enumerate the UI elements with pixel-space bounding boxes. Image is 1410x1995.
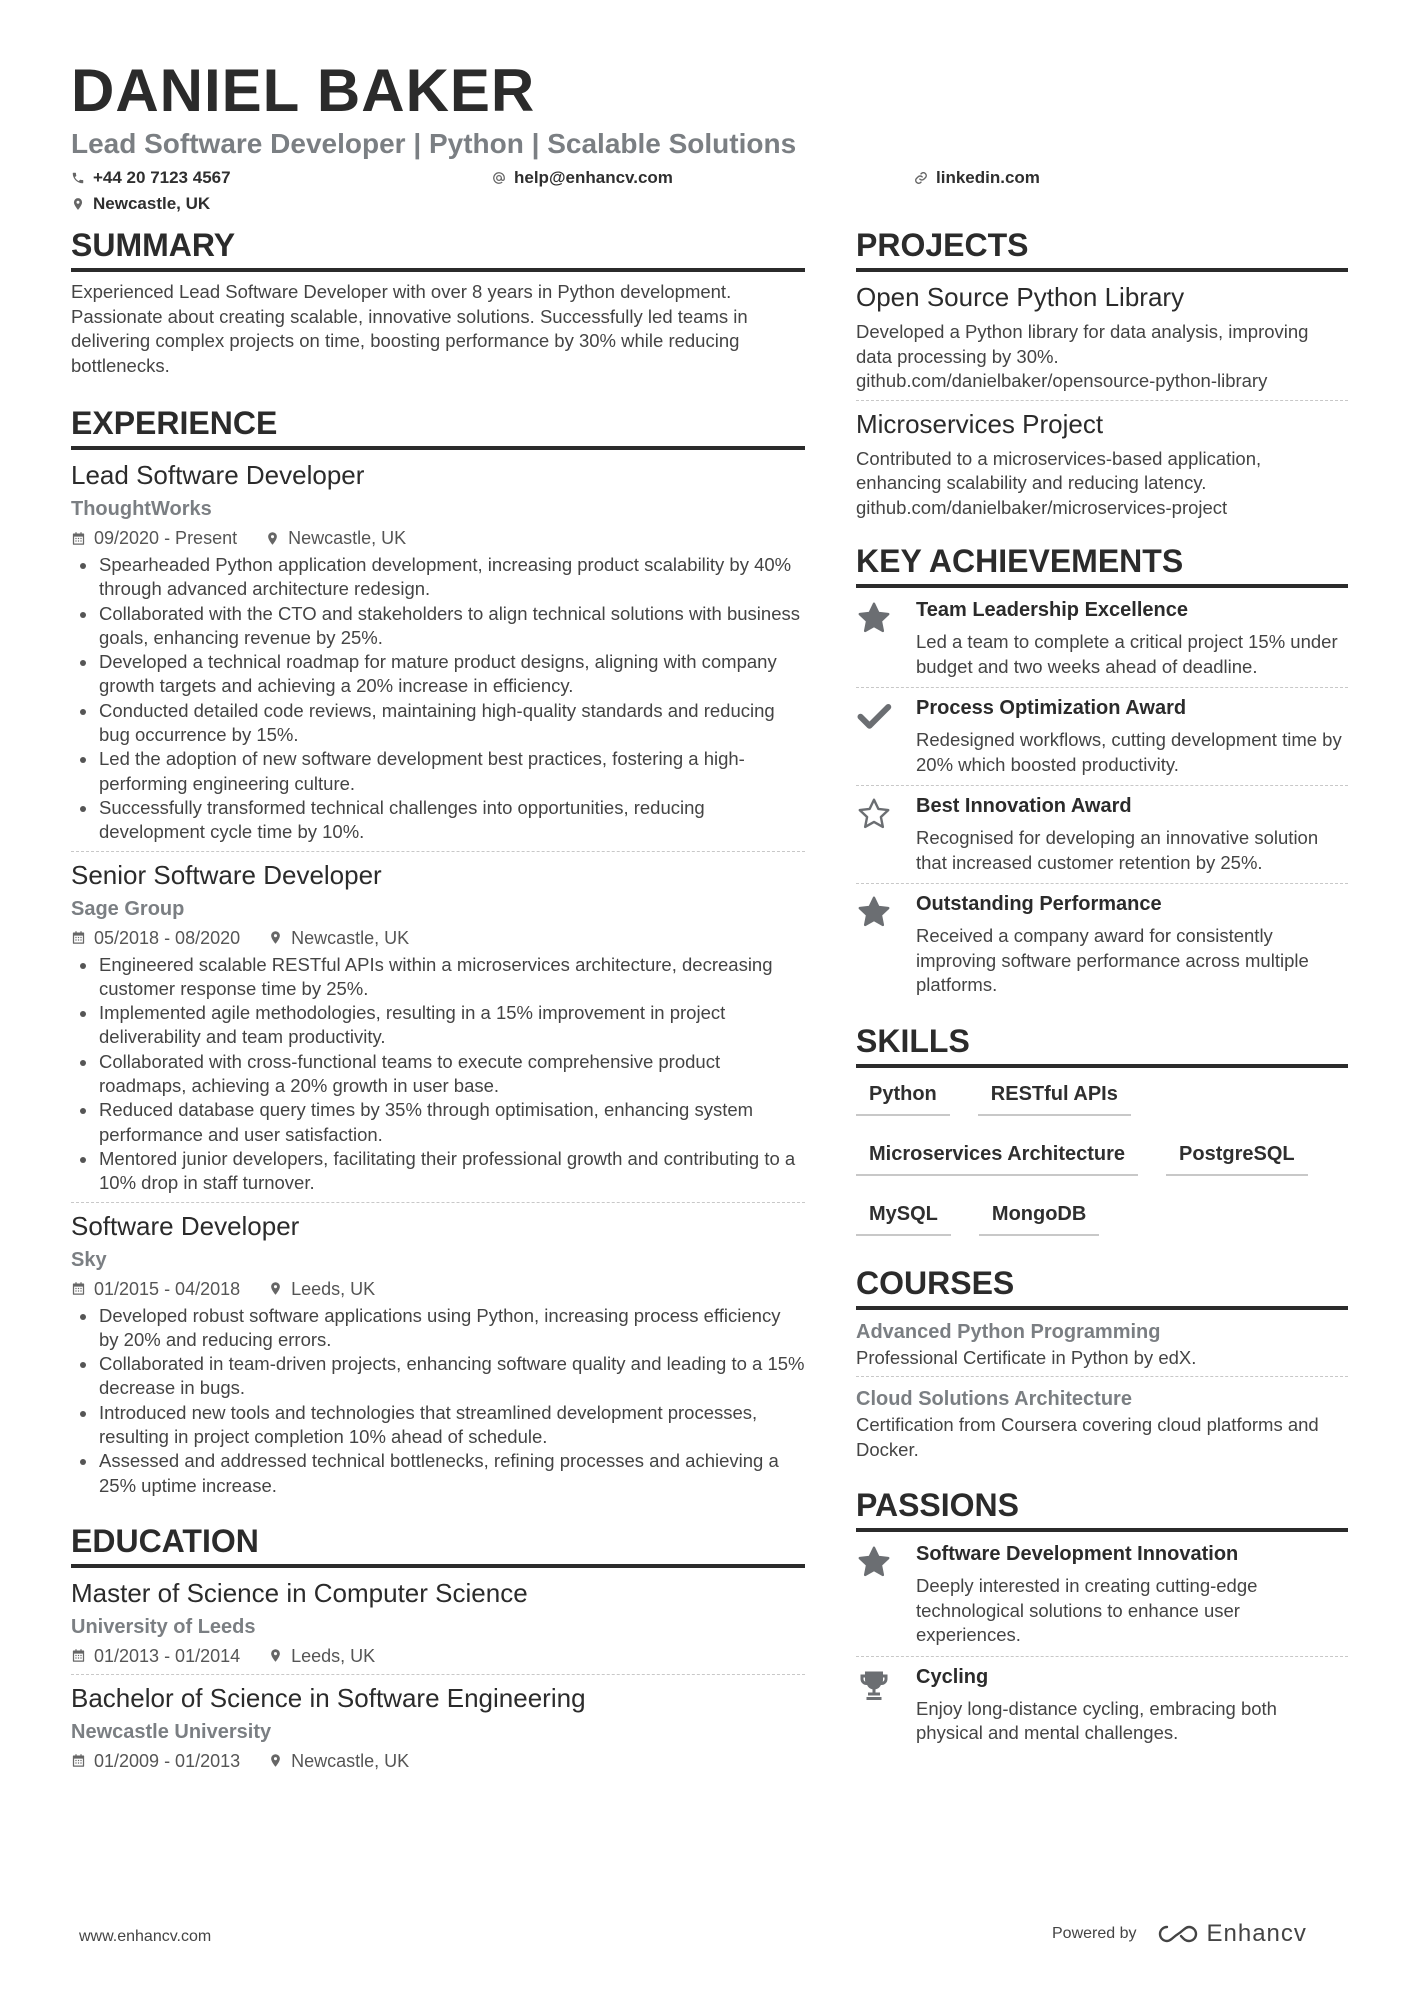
project-link[interactable]: github.com/danielbaker/opensource-python-library — [856, 370, 1268, 391]
calendar-icon — [71, 1281, 86, 1296]
enhancv-logo[interactable] — [1155, 1920, 1307, 1948]
at-icon — [492, 171, 506, 185]
job-meta — [71, 926, 805, 950]
course-description: Professional Certificate in Python by edX. — [856, 1346, 1197, 1368]
education-entry — [71, 1576, 805, 1675]
job-bullet: Collaborated in team-driven projects, enhancing software quality and leading to a 15% decrease in bugs. — [71, 1352, 805, 1401]
achievement-title: Process Optimization Award — [916, 697, 1187, 719]
achievement-description: Redesigned workflows, cutting development time by 20% which boosted productivity. — [916, 729, 1342, 775]
linkedin-text[interactable]: linkedin.com — [936, 168, 1040, 187]
courses-heading: COURSES — [856, 1264, 1348, 1310]
courses-section — [856, 1264, 1348, 1463]
skill-tag: MongoDB — [979, 1200, 1099, 1236]
brand-name: Enhancv — [1206, 1920, 1307, 1947]
achievements-heading: KEY ACHIEVEMENTS — [856, 542, 1348, 588]
summary-text: Experienced Lead Software Developer with over 8 years in Python development. Passionate about creating scalable, innovative solutions. Successfully led teams in delivering complex projects on time, boosting performance by 30% while reducing bottlenecks. — [71, 281, 748, 376]
school-name: University of Leeds — [71, 1615, 256, 1638]
project-title: Microservices Project — [856, 408, 1104, 439]
skills-section — [856, 1022, 1348, 1236]
course-description: Certification from Coursera covering cloud platforms and Docker. — [856, 1414, 1319, 1460]
achievements-section — [856, 542, 1348, 998]
summary-heading: SUMMARY — [71, 226, 805, 272]
skills-list — [856, 1080, 1348, 1236]
calendar-icon — [71, 1648, 86, 1663]
location-pin-icon — [268, 1648, 283, 1663]
star-half-icon — [856, 1544, 892, 1580]
passion-description: Deeply interested in creating cutting-edge technological solutions to enhance user experiences. — [916, 1575, 1258, 1645]
passion-description: Enjoy long-distance cycling, embracing both physical and mental challenges. — [916, 1697, 1277, 1743]
job-bullet: Collaborated with cross-functional teams to execute comprehensive product roadmaps, achieving a 20% growth in user base. — [71, 1050, 805, 1099]
job-dates: 01/2015 - 04/2018 — [94, 1278, 241, 1299]
job-bullet: Assessed and addressed technical bottlenecks, refining processes and achieving a 25% uptime increase. — [71, 1449, 805, 1498]
experience-section — [71, 404, 805, 1498]
job-dates: 05/2018 - 08/2020 — [94, 927, 241, 948]
location-pin-icon — [268, 1753, 283, 1768]
job-bullet: Introduced new tools and technologies that streamlined development processes, resulting in project completion 10% ahead of schedule. — [71, 1401, 805, 1450]
job-title: Senior Software Developer — [71, 859, 382, 890]
project-link[interactable]: github.com/danielbaker/microservices-project — [856, 496, 1228, 518]
skill-tag: RESTful APIs — [978, 1080, 1131, 1116]
job-location: Newcastle, UK — [291, 927, 410, 948]
location-pin-icon — [268, 930, 283, 945]
achievement-item — [856, 890, 1348, 998]
star-half-icon — [856, 894, 892, 930]
project-title: Open Source Python Library — [856, 282, 1185, 312]
job-meta — [71, 1277, 805, 1301]
passions-heading: PASSIONS — [856, 1486, 1348, 1532]
education-heading: EDUCATION — [71, 1522, 805, 1568]
summary-section — [71, 226, 805, 378]
education-entry — [71, 1681, 805, 1773]
achievement-item — [856, 792, 1348, 884]
contact-info — [71, 166, 1348, 222]
degree-title: Master of Science in Computer Science — [71, 1577, 528, 1608]
contact-location — [71, 192, 210, 216]
passion-title: Software Development Innovation — [916, 1543, 1239, 1565]
email-text: help@enhancv.com — [514, 168, 673, 187]
contact-linkedin[interactable] — [914, 166, 1040, 190]
achievement-description: Received a company award for consistently improving software performance across multiple platforms. — [916, 925, 1309, 995]
right-column — [856, 226, 1348, 1746]
education-dates: 01/2013 - 01/2014 — [94, 1645, 241, 1666]
calendar-icon — [71, 531, 86, 546]
left-column — [71, 226, 805, 1773]
passion-item — [856, 1663, 1348, 1746]
location-text: Newcastle, UK — [93, 194, 211, 213]
job-bullet: Engineered scalable RESTful APIs within a microservices architecture, decreasing customer response time by 25%. — [71, 953, 805, 1002]
skills-heading: SKILLS — [856, 1022, 1348, 1068]
project-entry — [856, 407, 1348, 521]
projects-section — [856, 226, 1348, 520]
project-description: Contributed to a microservices-based application, enhancing scalability and reducing latency. — [856, 447, 1262, 493]
passions-section — [856, 1486, 1348, 1746]
skill-tag: MySQL — [856, 1200, 951, 1236]
location-pin-icon — [268, 1281, 283, 1296]
job-bullet: Spearheaded Python application development, increasing product scalability by 40% through advanced architecture redesign. — [71, 553, 805, 602]
company-name: Sage Group — [71, 897, 185, 920]
location-pin-icon — [71, 197, 85, 211]
company-name: ThoughtWorks — [71, 498, 212, 520]
calendar-icon — [71, 930, 86, 945]
school-name: Newcastle University — [71, 1720, 272, 1743]
job-dates: 09/2020 - Present — [94, 528, 238, 548]
company-name: Sky — [71, 1248, 107, 1271]
education-dates: 01/2009 - 01/2013 — [94, 1750, 241, 1771]
contact-email[interactable] — [492, 166, 673, 190]
candidate-name: DANIEL BAKER — [71, 57, 536, 124]
achievement-title: Team Leadership Excellence — [916, 599, 1188, 621]
course-title: Advanced Python Programming — [856, 1320, 1161, 1343]
course-entry — [856, 1385, 1348, 1462]
location-pin-icon — [265, 531, 280, 546]
project-entry — [856, 280, 1348, 401]
experience-entry — [71, 858, 805, 1203]
education-meta — [71, 1749, 805, 1773]
skill-tag: Python — [856, 1080, 950, 1116]
course-entry — [856, 1318, 1348, 1378]
candidate-title: Lead Software Developer | Python | Scalable Solutions — [71, 128, 797, 159]
footer-branding — [1052, 1920, 1307, 1948]
achievement-description: Recognised for developing an innovative solution that increased customer retention by 25%. — [916, 827, 1319, 873]
job-bullets — [71, 1304, 805, 1498]
job-location: Leeds, UK — [291, 1278, 376, 1299]
skill-tag: PostgreSQL — [1166, 1140, 1308, 1176]
job-bullet: Led the adoption of new software development best practices, fostering a high-performing engineering culture. — [71, 747, 805, 796]
job-bullet: Collaborated with the CTO and stakeholders to align technical solutions with business goals, enhancing revenue by 25%. — [71, 602, 805, 651]
course-title: Cloud Solutions Architecture — [856, 1388, 1132, 1410]
job-location: Newcastle, UK — [288, 528, 407, 548]
achievement-item — [856, 694, 1348, 786]
job-bullet: Implemented agile methodologies, resulting in a 15% improvement in project deliverability and team productivity. — [71, 1001, 805, 1050]
link-icon — [914, 171, 928, 185]
degree-title: Bachelor of Science in Software Engineering — [71, 1682, 586, 1713]
experience-heading: EXPERIENCE — [71, 404, 805, 450]
phone-icon — [71, 171, 85, 185]
star-outline-icon — [856, 796, 892, 832]
trophy-icon — [856, 1667, 892, 1703]
phone-text: +44 20 7123 4567 — [93, 168, 231, 187]
achievement-item — [856, 596, 1348, 688]
checkmark-icon — [856, 698, 892, 734]
passion-title: Cycling — [916, 1665, 989, 1688]
infinity-logo-icon — [1155, 1923, 1201, 1945]
job-meta — [71, 526, 805, 550]
calendar-icon — [71, 1753, 86, 1768]
job-bullet: Developed a technical roadmap for mature product designs, aligning with company growth targets and achieving a 20% increase in efficiency. — [71, 650, 805, 699]
job-bullet: Reduced database query times by 35% through optimisation, enhancing system performance and user satisfaction. — [71, 1098, 805, 1147]
education-location: Leeds, UK — [291, 1645, 376, 1666]
footer-website[interactable]: www.enhancv.com — [79, 1928, 212, 1945]
education-section — [71, 1522, 805, 1773]
job-bullet: Developed robust software applications using Python, increasing process efficiency by 20% and reducing errors. — [71, 1304, 805, 1353]
passion-item — [856, 1540, 1348, 1657]
projects-heading: PROJECTS — [856, 226, 1348, 272]
education-location: Newcastle, UK — [291, 1750, 410, 1771]
job-bullets — [71, 953, 805, 1196]
job-title: Lead Software Developer — [71, 460, 365, 490]
experience-entry — [71, 458, 805, 852]
job-bullet: Mentored junior developers, facilitating their professional growth and contributing to a 10% drop in staff turnover. — [71, 1147, 805, 1196]
job-title: Software Developer — [71, 1210, 300, 1241]
powered-by-text: Powered by — [1052, 1925, 1137, 1942]
contact-phone[interactable] — [71, 166, 231, 190]
star-half-icon — [856, 600, 892, 636]
achievement-title: Best Innovation Award — [916, 795, 1132, 817]
job-bullet: Successfully transformed technical challenges into opportunities, reducing development cycle time by 10%. — [71, 796, 805, 845]
skill-tag: Microservices Architecture — [856, 1140, 1138, 1176]
project-description: Developed a Python library for data analysis, improving data processing by 30%. — [856, 321, 1309, 367]
experience-entry — [71, 1209, 805, 1498]
job-bullet: Conducted detailed code reviews, maintaining high-quality standards and reducing bug occurrence by 15%. — [71, 699, 805, 748]
education-meta — [71, 1644, 805, 1668]
achievement-title: Outstanding Performance — [916, 893, 1162, 915]
achievement-description: Led a team to complete a critical project 15% under budget and two weeks ahead of deadline. — [916, 631, 1338, 677]
job-bullets — [71, 553, 805, 845]
